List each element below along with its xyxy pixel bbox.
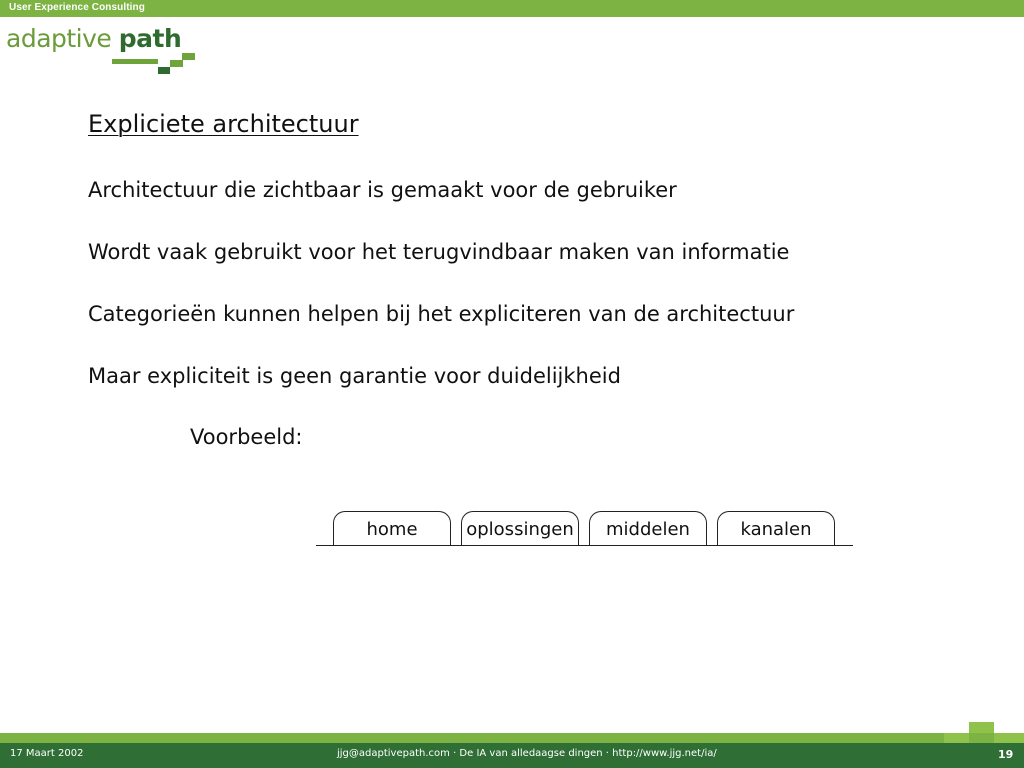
logo-square <box>112 59 158 64</box>
bullet-line: Maar expliciteit is geen garantie voor duidelijkheid <box>88 364 621 388</box>
logo-square <box>182 53 195 60</box>
tab-middelen[interactable]: middelen <box>589 511 707 545</box>
footer-decor-square <box>994 733 1024 743</box>
bullet-line: Wordt vaak gebruikt voor het terugvindbaar maken van informatie <box>88 240 790 264</box>
footer-decor-square <box>969 722 994 733</box>
logo-word-light: adaptive <box>6 24 119 53</box>
adaptive-path-logo <box>6 24 206 79</box>
bullet-line: Architectuur die zichtbaar is gemaakt voor de gebruiker <box>88 178 677 202</box>
tab-kanalen[interactable]: kanalen <box>717 511 835 545</box>
logo-word-bold: path <box>118 24 182 53</box>
logo-wordmark <box>6 24 181 54</box>
top-brand-bar <box>0 0 1024 17</box>
example-tab-bar <box>316 510 854 550</box>
page-number: 19 <box>998 748 1014 761</box>
footer-bar <box>0 743 1024 768</box>
footer-accent-strip <box>0 733 1024 743</box>
bullet-line: Categorieën kunnen helpen bij het expliciteren van de architectuur <box>88 302 795 326</box>
logo-square <box>170 60 183 67</box>
logo-square <box>158 67 170 74</box>
tab-oplossingen[interactable]: oplossingen <box>461 511 579 545</box>
tab-home[interactable]: home <box>333 511 451 545</box>
footer-info: jjg@adaptivepath.com · De IA van alledaagse dingen · http://www.jjg.net/ia/ <box>337 748 717 759</box>
brand-tagline: User Experience Consulting <box>9 2 145 13</box>
slide-title: Expliciete architectuur <box>88 110 359 138</box>
footer-date: 17 Maart 2002 <box>10 748 84 759</box>
example-label: Voorbeeld: <box>190 425 303 449</box>
